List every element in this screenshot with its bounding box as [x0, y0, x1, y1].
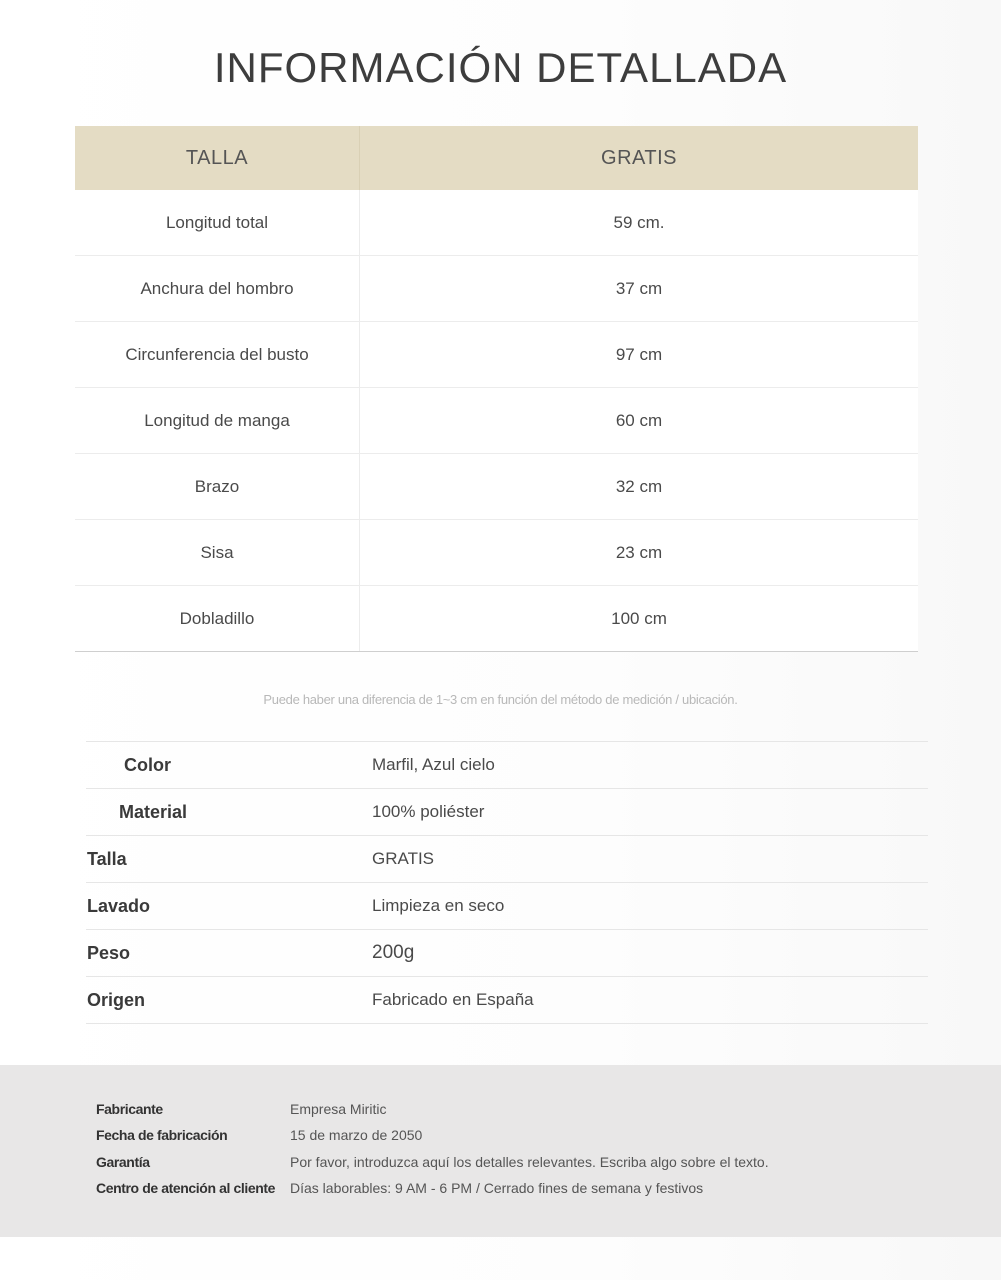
detail-value: Fabricado en España — [372, 990, 534, 1009]
detail-row-color — [86, 742, 928, 789]
detail-row-material — [86, 789, 928, 836]
size-table-header — [75, 126, 918, 190]
detail-row-origin — [86, 977, 928, 1024]
measure-label: Longitud total — [75, 190, 360, 255]
detail-label: Peso — [87, 942, 131, 963]
manufacturer-footer — [0, 1065, 1001, 1237]
detail-label: Talla — [87, 848, 127, 869]
footer-label: Fabricante — [96, 1101, 163, 1117]
measure-value: 97 cm — [615, 344, 663, 364]
size-table — [75, 126, 918, 652]
detail-label: Origen — [87, 989, 146, 1010]
measure-value: 60 cm — [615, 410, 663, 430]
detail-row-size — [86, 836, 928, 883]
table-row — [75, 388, 918, 454]
measure-value: 32 cm — [615, 476, 663, 496]
table-row — [75, 586, 918, 652]
header-size-label: TALLA — [75, 126, 360, 190]
measure-label: Dobladillo — [75, 586, 360, 651]
footer-value: Empresa Miritic — [290, 1101, 387, 1117]
measure-label: Anchura del hombro — [75, 256, 360, 321]
measure-value: 59 cm. — [613, 212, 665, 232]
table-row — [75, 520, 918, 586]
measurement-note: Puede haber una diferencia de 1~3 cm en función del método de medición / ubicación. — [263, 692, 738, 707]
detail-label: Material — [119, 801, 188, 822]
measure-label: Longitud de manga — [75, 388, 360, 453]
measure-label: Brazo — [75, 454, 360, 519]
measure-label: Circunferencia del busto — [75, 322, 360, 387]
detail-value: GRATIS — [372, 849, 435, 868]
detail-value: Limpieza en seco — [372, 896, 505, 915]
header-size-value: GRATIS — [601, 146, 677, 169]
table-row — [75, 256, 918, 322]
measure-label: Sisa — [75, 520, 360, 585]
footer-value: 15 de marzo de 2050 — [290, 1127, 423, 1143]
table-row — [75, 190, 918, 256]
footer-row-warranty — [96, 1154, 769, 1170]
footer-row-manufacturer — [96, 1101, 386, 1117]
footer-label: Fecha de fabricación — [96, 1127, 228, 1143]
footer-value: Por favor, introduzca aquí los detalles relevantes. Escriba algo sobre el texto. — [290, 1154, 769, 1170]
footer-value: Días laborables: 9 AM - 6 PM / Cerrado fines de semana y festivos — [290, 1180, 704, 1196]
measure-value: 100 cm — [611, 608, 667, 628]
table-row — [75, 454, 918, 520]
table-row — [75, 322, 918, 388]
detail-label: Color — [124, 754, 171, 775]
measure-value: 23 cm — [615, 542, 663, 562]
product-details-list — [86, 741, 928, 1024]
detail-value: Marfil, Azul cielo — [372, 755, 495, 774]
footer-row-date — [96, 1127, 422, 1143]
footer-row-customer-service — [96, 1180, 703, 1196]
detail-value: 200g — [372, 942, 415, 963]
page-title: INFORMACIÓN DETALLADA — [213, 44, 788, 91]
detail-label: Lavado — [87, 895, 151, 916]
footer-label: Garantía — [96, 1154, 150, 1170]
detail-row-washing — [86, 883, 928, 930]
detail-row-weight — [86, 930, 928, 977]
detail-value: 100% poliéster — [372, 802, 485, 821]
measure-value: 37 cm — [615, 278, 663, 298]
footer-label: Centro de atención al cliente — [96, 1180, 275, 1196]
